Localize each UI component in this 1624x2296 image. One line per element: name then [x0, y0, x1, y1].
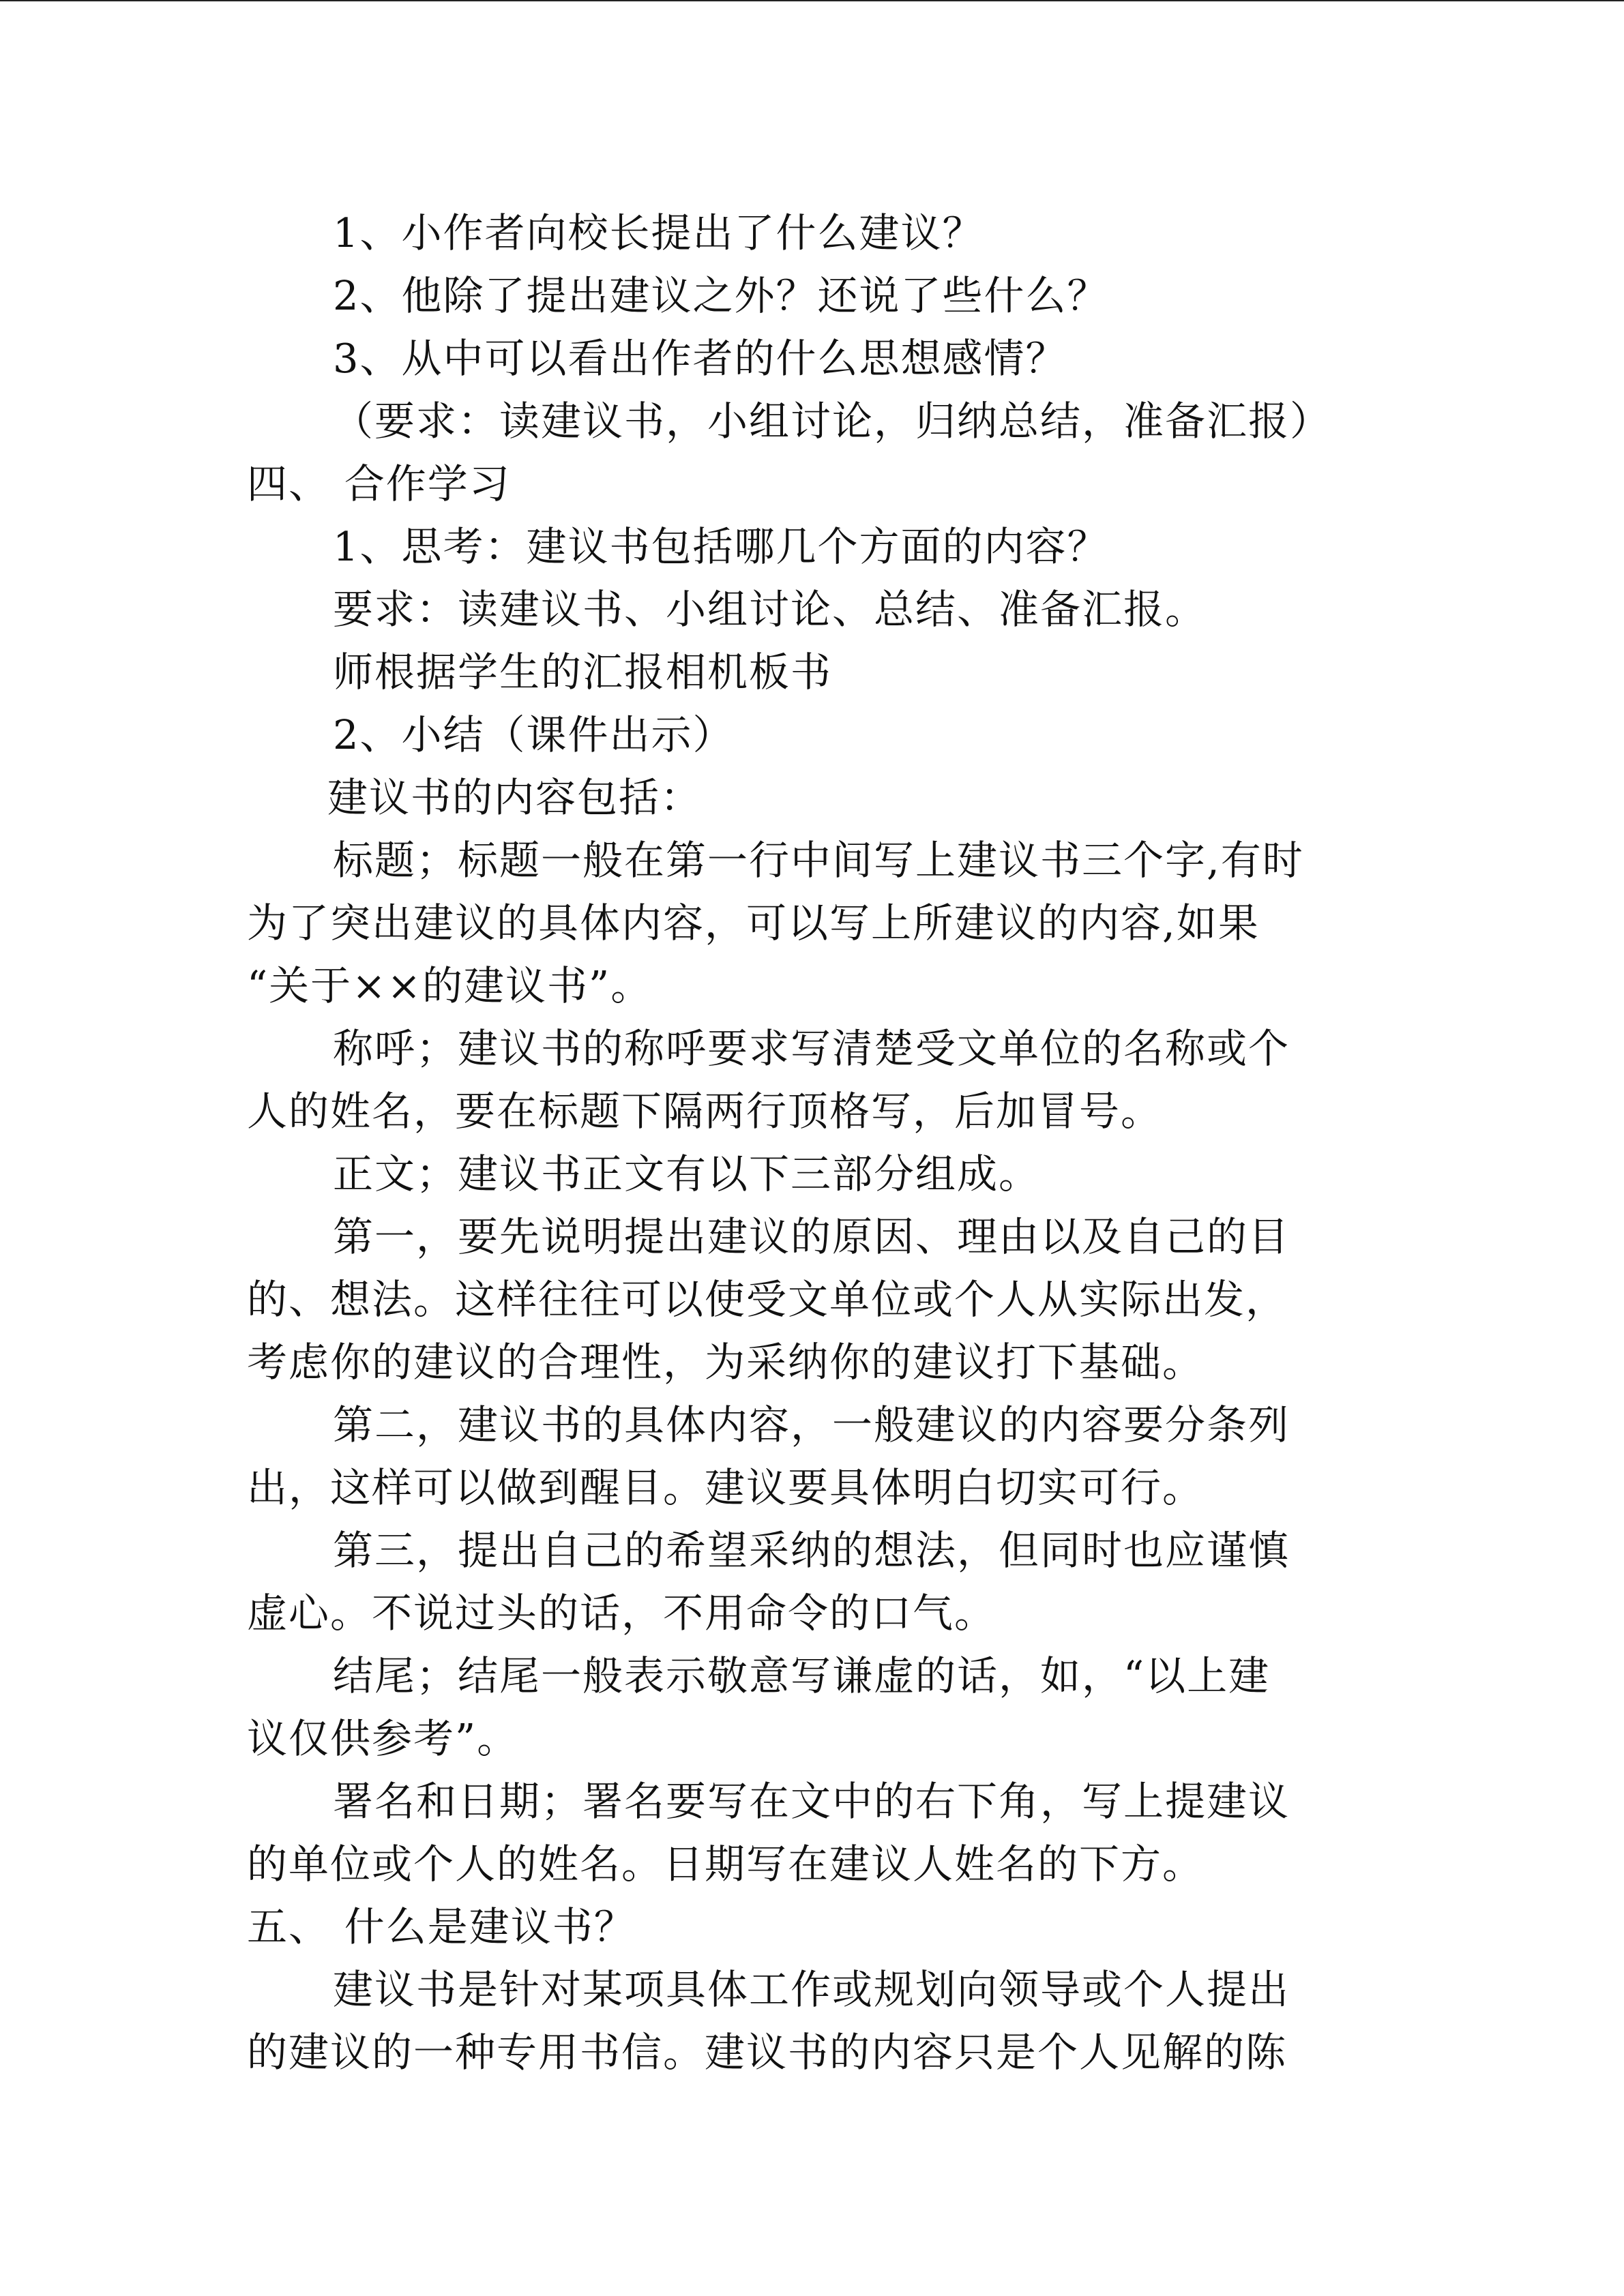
- text-line: 的建议的一种专用书信。建议书的内容只是个人见解的陈: [247, 2029, 1288, 2076]
- text-line: 建议书是针对某项具体工作或规划向领导或个人提出: [333, 1966, 1290, 2013]
- text-line: 的单位或个人的姓名。日期写在建议人姓名的下方。: [247, 1840, 1205, 1888]
- text-line: 标题；标题一般在第一行中间写上建议书三个字,有时: [333, 837, 1304, 884]
- document-body: [247, 202, 1365, 2084]
- text-line: 建议书的内容包括：: [327, 774, 703, 821]
- text-line: 正文；建议书正文有以下三部分组成。: [333, 1150, 1041, 1197]
- text-line: 称呼；建议书的称呼要求写清楚受文单位的名称或个: [333, 1025, 1290, 1072]
- text-line: “关于××的建议书”。: [247, 962, 653, 1009]
- text-line: 的、想法。这样往往可以使受文单位或个人从实际出发，: [247, 1276, 1288, 1323]
- text-line: 2、小结（课件出示）: [333, 711, 735, 758]
- text-line: 人的姓名，要在标题下隔两行顶格写，后加冒号。: [247, 1088, 1163, 1135]
- text-line: 1、小作者向校长提出了什么建议？: [333, 209, 984, 256]
- text-line: 四、 合作学习: [247, 460, 511, 507]
- text-line: 1、思考：建议书包括哪几个方面的内容？: [333, 523, 1109, 570]
- text-line: 署名和日期；署名要写在文中的右下角，写上提建议: [333, 1778, 1290, 1825]
- text-line: 议仅供参考”。: [247, 1715, 519, 1762]
- text-line: 第一，要先说明提出建议的原因、理由以及自己的目: [333, 1213, 1290, 1260]
- text-line: 出，这样可以做到醒目。建议要具体明白切实可行。: [247, 1464, 1205, 1511]
- text-line: （要求：读建议书，小组讨论，归纳总结，准备汇报）: [333, 398, 1332, 445]
- text-line: 五、 什么是建议书？: [247, 1903, 636, 1950]
- page-top-border: [0, 0, 1624, 1]
- text-line: 虚心。不说过头的话，不用命令的口气。: [247, 1590, 996, 1637]
- text-line: 为了突出建议的具体内容，可以写上所建议的内容,如果: [247, 899, 1260, 946]
- text-line: 考虑你的建议的合理性，为采纳你的建议打下基础。: [247, 1339, 1205, 1386]
- text-line: 结尾；结尾一般表示敬意写谦虚的话，如，“以上建: [333, 1652, 1271, 1699]
- text-line: 第三，提出自己的希望采纳的想法，但同时也应谨慎: [333, 1527, 1290, 1574]
- text-line: 3、从中可以看出作者的什么思想感情？: [333, 335, 1067, 382]
- text-line: 要求：读建议书、小组讨论、总结、准备汇报。: [333, 586, 1207, 633]
- text-line: 第二，建议书的具体内容，一般建议的内容要分条列: [333, 1401, 1290, 1448]
- text-line: 2、他除了提出建议之外？还说了些什么？: [333, 272, 1109, 319]
- text-line: 师根据学生的汇报相机板书: [333, 648, 833, 696]
